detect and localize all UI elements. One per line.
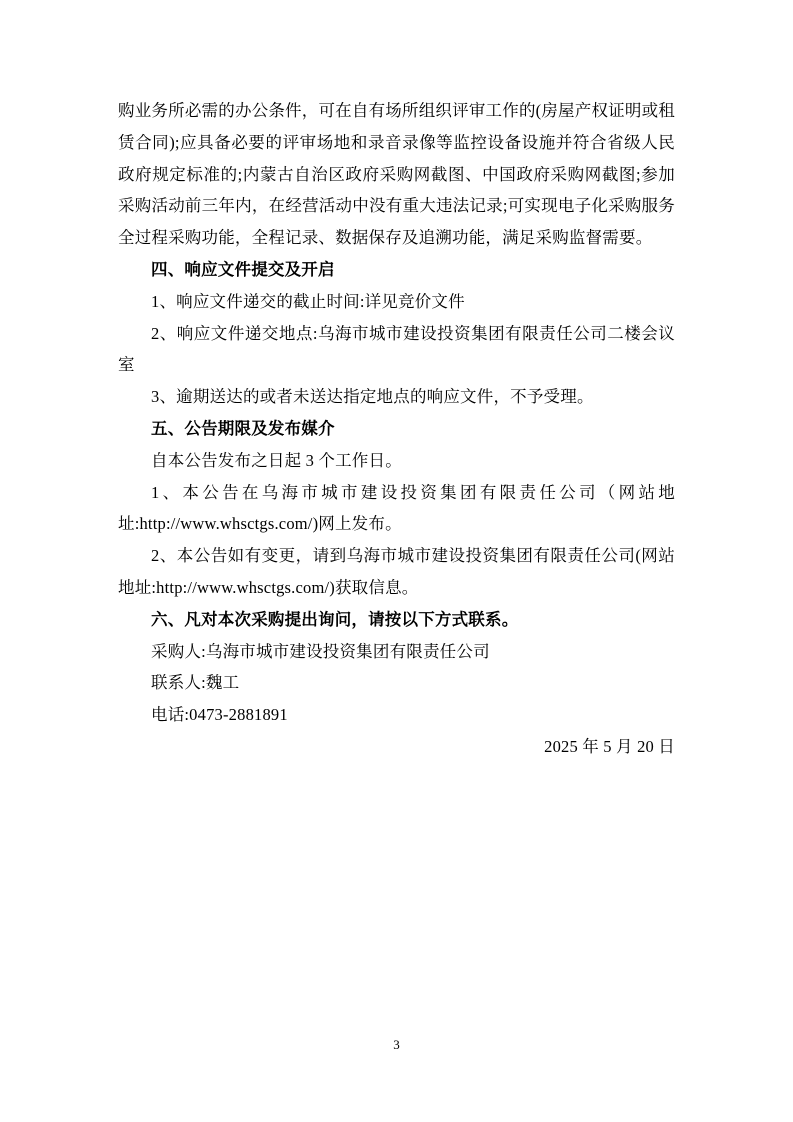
section-heading-contact: 六、凡对本次采购提出询问，请按以下方式联系。 [151,609,519,629]
purchaser-line: 采购人:乌海市城市建设投资集团有限责任公司 [151,641,490,661]
contact-person-line: 联系人:魏工 [151,673,240,693]
announcement-website-item: 1、本公告在乌海市城市建设投资集团有限责任公司（网站地址:http://www.whsctgs.com/)网上发布。 [118,482,675,534]
late-submission-item: 3、逾期送达的或者未送达指定地点的响应文件，不予受理。 [151,387,594,407]
submission-location-item: 2、响应文件递交地点:乌海市城市建设投资集团有限责任公司二楼会议室 [118,323,675,375]
document-date: 2025 年 5 月 20 日 [544,736,675,756]
section-heading-submission: 四、响应文件提交及开启 [151,259,335,279]
section-heading-announcement-period: 五、公告期限及发布媒介 [151,418,335,438]
document-body [118,95,675,763]
phone-line: 电话:0473-2881891 [151,705,288,725]
page-number: 3 [393,1037,400,1052]
announcement-period-item: 自本公告发布之日起 3 个工作日。 [151,450,402,470]
submission-deadline-item: 1、响应文件递交的截止时间:详见竞价文件 [151,291,465,311]
continuation-paragraph: 购业务所必需的办公条件，可在自有场所组织评审工作的(房屋产权证明或租赁合同);应具备必要的评审场地和录音录像等监控设备设施并符合省级人民政府规定标准的;内蒙古自治区政府采购网截图、中国政府采购网截图;参加采购活动前三年内，在经营活动中没有重大违法记录;可实现电子化采购服务全过程采购功能，全程记录、数据保存及追溯功能，满足采购监督需要。 [118,101,675,248]
announcement-change-item: 2、本公告如有变更，请到乌海市城市建设投资集团有限责任公司(网站地址:http://www.whsctgs.com/)获取信息。 [118,546,675,597]
